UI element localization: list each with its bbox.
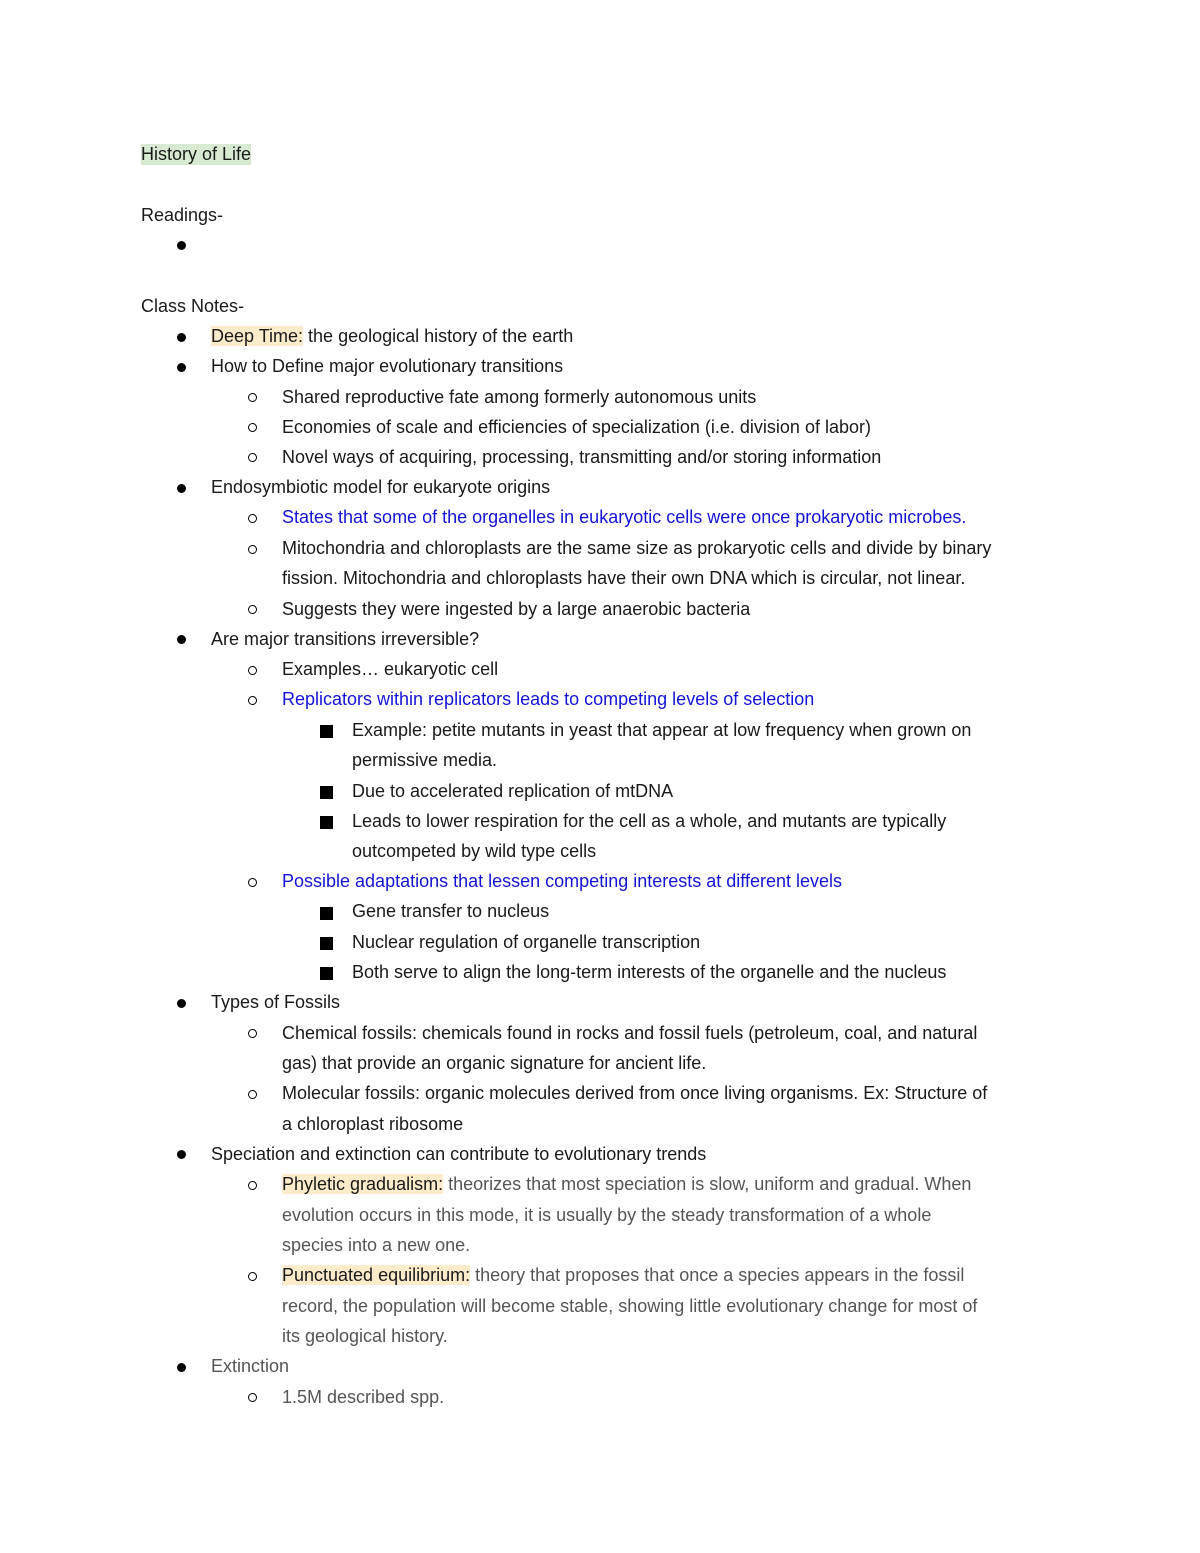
list-item: Economies of scale and efficiencies of specialization (i.e. division of labor)	[282, 417, 871, 437]
bullet-circle-icon	[248, 878, 257, 887]
bullet-circle-icon	[248, 1393, 257, 1402]
bullet-square-icon	[320, 937, 333, 950]
bullet-square-icon	[320, 816, 333, 829]
list-item: Mitochondria and chloroplasts are the same size as prokaryotic cells and divide by binary	[282, 538, 992, 558]
irreversible-heading: Are major transitions irreversible?	[211, 629, 480, 649]
list-item-continuation: evolution occurs in this mode, it is usually by the steady transformation of a whole	[282, 1205, 932, 1225]
list-item-continuation: a chloroplast ribosome	[282, 1114, 464, 1134]
phyletic-definition: theorizes that most speciation is slow, uniform and gradual. When	[443, 1174, 972, 1194]
list-item: Nuclear regulation of organelle transcription	[352, 932, 701, 952]
list-item: Example: petite mutants in yeast that appear at low frequency when grown on	[352, 720, 972, 740]
list-item: States that some of the organelles in eukaryotic cells were once prokaryotic microbes.	[282, 507, 967, 527]
punctuated-term: Punctuated equilibrium:	[282, 1265, 471, 1285]
list-item-continuation: fission. Mitochondria and chloroplasts have their own DNA which is circular, not linear.	[282, 568, 966, 588]
bullet-circle-icon	[248, 696, 257, 705]
phyletic-term: Phyletic gradualism:	[282, 1174, 444, 1194]
deep-time-definition: the geological history of the earth	[303, 326, 574, 346]
list-item: Examples… eukaryotic cell	[282, 659, 499, 679]
punctuated-definition: theory that proposes that once a species appears in the fossil	[470, 1265, 965, 1285]
page-title: History of Life	[141, 144, 252, 164]
bullet-circle-icon	[248, 666, 257, 675]
bullet-square-icon	[320, 725, 333, 738]
major-transitions-heading: How to Define major evolutionary transitions	[211, 356, 564, 376]
list-item: 1.5M described spp.	[282, 1387, 445, 1407]
list-item: Chemical fossils: chemicals found in rocks and fossil fuels (petroleum, coal, and natural	[282, 1023, 978, 1043]
list-item: Both serve to align the long-term interests of the organelle and the nucleus	[352, 962, 947, 982]
list-item-continuation: species into a new one.	[282, 1235, 471, 1255]
punctuated-item	[282, 1265, 964, 1286]
bullet-circle-icon	[248, 1029, 257, 1038]
list-item-continuation: its geological history.	[282, 1326, 448, 1346]
bullet-disc-icon	[177, 363, 186, 372]
list-item: Suggests they were ingested by a large anaerobic bacteria	[282, 599, 751, 619]
bullet-disc-icon	[177, 484, 186, 493]
bullet-circle-icon	[248, 1272, 257, 1281]
bullet-disc-icon	[177, 1363, 186, 1372]
readings-heading: Readings-	[141, 205, 224, 225]
bullet-circle-icon	[248, 605, 257, 614]
bullet-disc-icon	[177, 999, 186, 1008]
bullet-circle-icon	[248, 453, 257, 462]
bullet-square-icon	[320, 907, 333, 920]
list-item-continuation: permissive media.	[352, 750, 498, 770]
bullet-circle-icon	[248, 1181, 257, 1190]
bullet-circle-icon	[248, 1090, 257, 1099]
bullet-square-icon	[320, 786, 333, 799]
bullet-disc-icon	[177, 333, 186, 342]
list-item: Leads to lower respiration for the cell as a whole, and mutants are typically	[352, 811, 947, 831]
deep-time-term: Deep Time:	[211, 326, 304, 346]
extinction-heading: Extinction	[211, 1356, 290, 1376]
phyletic-item	[282, 1174, 971, 1195]
fossils-heading: Types of Fossils	[211, 992, 341, 1012]
list-item: Possible adaptations that lessen competing interests at different levels	[282, 871, 842, 891]
deep-time-item	[211, 326, 573, 347]
bullet-circle-icon	[248, 423, 257, 432]
endosymbiotic-heading: Endosymbiotic model for eukaryote origins	[211, 477, 551, 497]
bullet-square-icon	[320, 967, 333, 980]
bullet-circle-icon	[248, 393, 257, 402]
list-item: Due to accelerated replication of mtDNA	[352, 781, 674, 801]
list-item-continuation: record, the population will become stable, showing little evolutionary change for most of	[282, 1296, 978, 1316]
list-item: Gene transfer to nucleus	[352, 901, 550, 921]
list-item: Shared reproductive fate among formerly autonomous units	[282, 387, 757, 407]
bullet-disc-icon	[177, 635, 186, 644]
bullet-disc-icon	[177, 1150, 186, 1159]
list-item: Novel ways of acquiring, processing, transmitting and/or storing information	[282, 447, 882, 467]
bullet-disc-icon	[177, 241, 186, 250]
list-item-continuation: outcompeted by wild type cells	[352, 841, 597, 861]
list-item: Replicators within replicators leads to competing levels of selection	[282, 689, 815, 709]
bullet-circle-icon	[248, 514, 257, 523]
speciation-heading: Speciation and extinction can contribute to evolutionary trends	[211, 1144, 707, 1164]
bullet-circle-icon	[248, 545, 257, 554]
class-notes-heading: Class Notes-	[141, 296, 245, 316]
list-item-continuation: gas) that provide an organic signature for ancient life.	[282, 1053, 707, 1073]
list-item: Molecular fossils: organic molecules derived from once living organisms. Ex: Structure of	[282, 1083, 988, 1103]
